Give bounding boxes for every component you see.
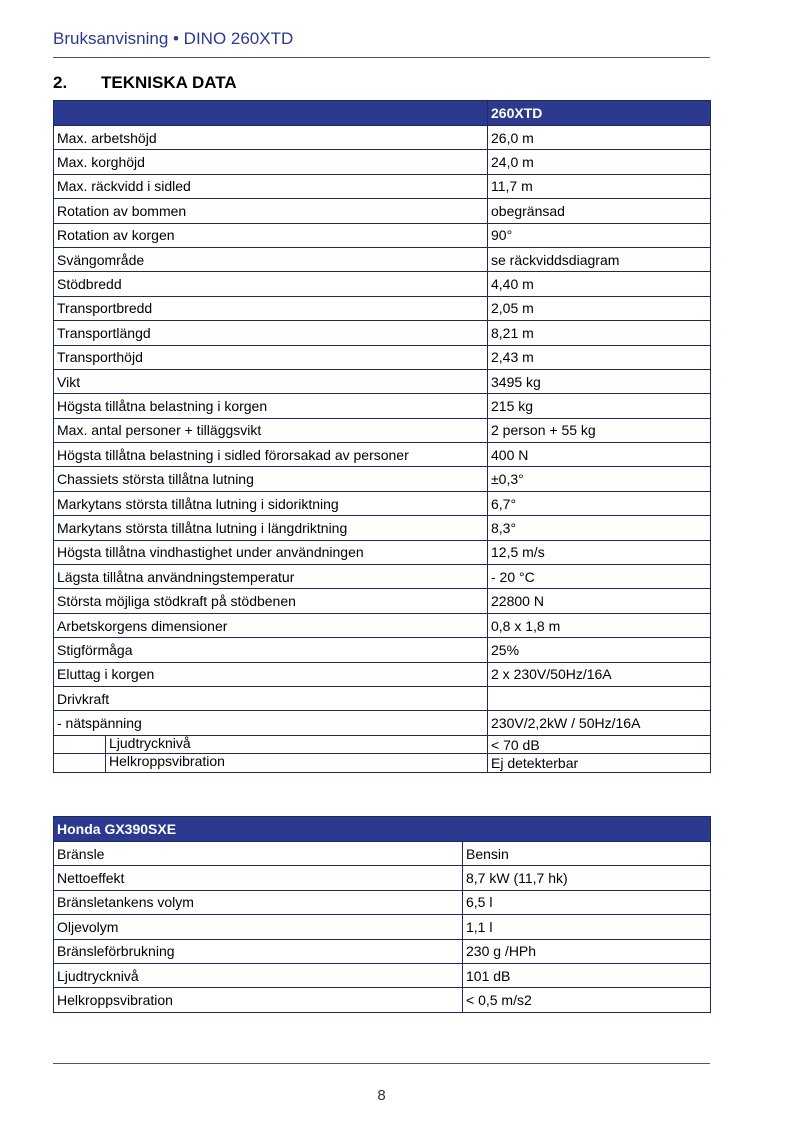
page-number: 8 xyxy=(377,1087,386,1104)
table-sub-row xyxy=(54,754,711,773)
table-header-row xyxy=(54,101,711,126)
property-value: 1,1 l xyxy=(463,915,711,939)
table-row xyxy=(54,150,711,174)
property-value: 24,0 m xyxy=(488,150,711,174)
property-value: 8,3° xyxy=(488,516,711,540)
property-value: obegränsad xyxy=(488,199,711,223)
property-value: 230V/2,2kW / 50Hz/16A xyxy=(488,711,711,735)
table-row xyxy=(54,247,711,271)
property-label: Svängområde xyxy=(54,247,488,271)
table-row xyxy=(54,589,711,613)
table-row xyxy=(54,394,711,418)
section-number: 2. xyxy=(53,73,68,92)
property-label: Högsta tillåtna belastning i korgen xyxy=(54,394,488,418)
table-sub-row xyxy=(54,735,711,754)
table-row xyxy=(54,443,711,467)
property-label: Max. korghöjd xyxy=(54,150,488,174)
table-row xyxy=(54,890,711,914)
property-label: Drivkraft xyxy=(54,686,488,710)
property-value: 8,21 m xyxy=(488,321,711,345)
property-value: 90° xyxy=(488,223,711,247)
table-row xyxy=(54,988,711,1012)
property-value: - 20 °C xyxy=(488,565,711,589)
header-empty-cell xyxy=(54,101,488,126)
table-row xyxy=(54,296,711,320)
property-label: Största möjliga stödkraft på stödbenen xyxy=(54,589,488,613)
table-row xyxy=(54,369,711,393)
table-row xyxy=(54,711,711,735)
table-row xyxy=(54,174,711,198)
property-label: Lägsta tillåtna användningstemperatur xyxy=(54,565,488,589)
table-row xyxy=(54,199,711,223)
table-row xyxy=(54,565,711,589)
property-label: - nätspänning xyxy=(54,711,488,735)
property-label: Vikt xyxy=(54,369,488,393)
property-value: 2 x 230V/50Hz/16A xyxy=(488,662,711,686)
property-label: Stigförmåga xyxy=(54,638,488,662)
table-row xyxy=(54,842,711,866)
property-value: < 70 dB xyxy=(488,735,711,754)
property-value: 230 g /HPh xyxy=(463,939,711,963)
property-value: 2 person + 55 kg xyxy=(488,418,711,442)
property-label: Max. antal personer + tilläggsvikt xyxy=(54,418,488,442)
table-row xyxy=(54,467,711,491)
property-label: Ljudtrycknivå xyxy=(109,735,191,751)
property-label: Chassiets största tillåtna lutning xyxy=(54,467,488,491)
sub-row-label-cell xyxy=(54,754,488,773)
property-value: 26,0 m xyxy=(488,126,711,150)
table-row xyxy=(54,272,711,296)
property-value: Bensin xyxy=(463,842,711,866)
property-value: 12,5 m/s xyxy=(488,540,711,564)
property-value: 215 kg xyxy=(488,394,711,418)
table-row xyxy=(54,540,711,564)
section-heading: TEKNISKA DATA xyxy=(101,73,237,92)
property-label: Helkroppsvibration xyxy=(54,988,463,1012)
property-label: Stödbredd xyxy=(54,272,488,296)
indent-spacer xyxy=(57,754,106,772)
property-label: Markytans största tillåtna lutning i sidoriktning xyxy=(54,491,488,515)
technical-data-table xyxy=(53,100,711,773)
property-value: 25% xyxy=(488,638,711,662)
property-value: 22800 N xyxy=(488,589,711,613)
table-row xyxy=(54,516,711,540)
property-label: Oljevolym xyxy=(54,915,463,939)
header-divider xyxy=(53,57,710,58)
property-value: 2,43 m xyxy=(488,345,711,369)
table-row xyxy=(54,345,711,369)
property-label: Rotation av bommen xyxy=(54,199,488,223)
footer-divider xyxy=(53,1063,710,1064)
property-value: 6,5 l xyxy=(463,890,711,914)
table-row xyxy=(54,126,711,150)
sub-row-label-cell xyxy=(54,735,488,754)
table-row xyxy=(54,223,711,247)
property-label: Helkroppsvibration xyxy=(109,753,225,770)
table-row xyxy=(54,613,711,637)
indent-spacer xyxy=(57,736,106,754)
property-value: 400 N xyxy=(488,443,711,467)
property-label: Max. arbetshöjd xyxy=(54,126,488,150)
property-value: 101 dB xyxy=(463,963,711,987)
table-row xyxy=(54,638,711,662)
table-row xyxy=(54,915,711,939)
property-label: Transportlängd xyxy=(54,321,488,345)
property-value xyxy=(488,686,711,710)
table-row xyxy=(54,963,711,987)
property-value: ±0,3° xyxy=(488,467,711,491)
property-label: Bränsletankens volym xyxy=(54,890,463,914)
property-label: Ljudtrycknivå xyxy=(54,963,463,987)
property-value: 11,7 m xyxy=(488,174,711,198)
engine-data-table xyxy=(53,816,711,1013)
section-title xyxy=(53,73,237,93)
property-label: Arbetskorgens dimensioner xyxy=(54,613,488,637)
property-value: 6,7° xyxy=(488,491,711,515)
property-value: 4,40 m xyxy=(488,272,711,296)
table-row xyxy=(54,662,711,686)
property-value: se räckviddsdiagram xyxy=(488,247,711,271)
property-label: Eluttag i korgen xyxy=(54,662,488,686)
engine-header-cell: Honda GX390SXE xyxy=(54,817,711,842)
property-label: Max. räckvidd i sidled xyxy=(54,174,488,198)
table-row xyxy=(54,686,711,710)
property-label: Markytans största tillåtna lutning i längdriktning xyxy=(54,516,488,540)
property-value: < 0,5 m/s2 xyxy=(463,988,711,1012)
engine-header-row xyxy=(54,817,711,842)
model-header-cell: 260XTD xyxy=(488,101,711,126)
property-label: Transportbredd xyxy=(54,296,488,320)
property-label: Högsta tillåtna vindhastighet under användningen xyxy=(54,540,488,564)
table-row xyxy=(54,321,711,345)
property-label: Nettoeffekt xyxy=(54,866,463,890)
property-label: Rotation av korgen xyxy=(54,223,488,247)
property-label: Bränsle xyxy=(54,842,463,866)
running-header: Bruksanvisning • DINO 260XTD xyxy=(53,29,294,48)
property-label: Transporthöjd xyxy=(54,345,488,369)
table-row xyxy=(54,866,711,890)
property-value: Ej detekterbar xyxy=(488,754,711,773)
table-row xyxy=(54,939,711,963)
property-value: 8,7 kW (11,7 hk) xyxy=(463,866,711,890)
property-value: 2,05 m xyxy=(488,296,711,320)
property-label: Högsta tillåtna belastning i sidled förorsakad av personer xyxy=(54,443,488,467)
table-row xyxy=(54,491,711,515)
property-value: 0,8 x 1,8 m xyxy=(488,613,711,637)
property-label: Bränsleförbrukning xyxy=(54,939,463,963)
table-row xyxy=(54,418,711,442)
property-value: 3495 kg xyxy=(488,369,711,393)
